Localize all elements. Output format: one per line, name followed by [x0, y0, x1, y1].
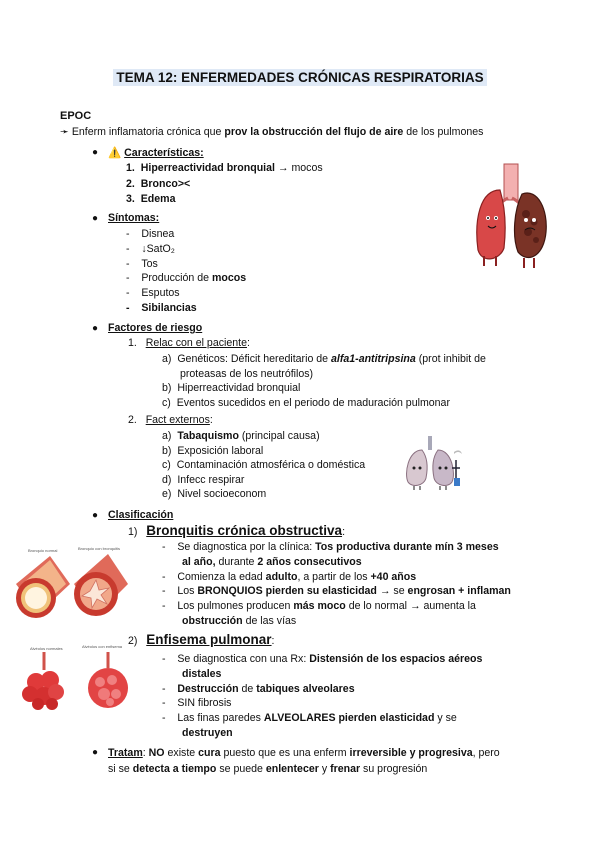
- list-item: - Destrucción de tabiques alveolares: [162, 682, 355, 695]
- factores-g1-list: [162, 352, 502, 410]
- list-item: - ↓SatO₂: [126, 242, 175, 255]
- enfisema-heading: 2) Enfisema pulmonar:: [128, 632, 275, 647]
- list-item: a) Genéticos: Déficit hereditario de alfa1-antitripsina (prot inhibit de: [162, 353, 486, 365]
- warning-icon: ⚠️: [108, 147, 122, 159]
- list-item: a) Tabaquismo (principal causa): [162, 430, 320, 442]
- bronquitis-heading: 1) Bronquitis crónica obstructiva:: [128, 523, 346, 538]
- sintomas-heading: Síntomas:: [108, 212, 160, 224]
- list-item: - Producción de mocos: [126, 272, 247, 285]
- list-item-cont: proteasas de los neutrófilos): [180, 367, 314, 380]
- list-item: - Disnea: [126, 228, 175, 240]
- list-item: c) Contaminación atmosférica o doméstica: [162, 459, 366, 472]
- list-item: e) Nivel socioeconom: [162, 488, 267, 501]
- page-title: TEMA 12: ENFERMEDADES CRÓNICAS RESPIRATORIAS: [0, 70, 600, 85]
- factores-heading: Factores de riesgo: [108, 322, 203, 334]
- alveoli-label-normal: Alvéolos normales: [30, 646, 63, 651]
- tratam-paragraph: Tratam: NO existe cura puesto que es una enferm irreversible y progresiva, pero si se detecta a tiempo se puede enlentecer y frenar su progresión: [108, 747, 500, 775]
- list-item-cont: obstrucción de las vías: [182, 614, 297, 627]
- sintomas-list: [126, 227, 246, 316]
- list-item: b) Hiperreactividad bronquial: [162, 382, 301, 394]
- bullet-icon: ●: [92, 323, 99, 334]
- enfisema-list: [162, 652, 482, 741]
- list-item: d) Infecc respirar: [162, 473, 245, 486]
- list-item: - Se diagnostica por la clínica: Tos productiva durante mín 3 meses: [162, 541, 499, 553]
- list-item-cont: distales: [182, 667, 222, 680]
- bullet-icon: ●: [92, 147, 99, 158]
- list-item: 2. Bronco><: [126, 178, 191, 190]
- alveoli-illustration: [14, 642, 134, 710]
- list-item: 1. Hiperreactividad bronquial → mocos: [126, 162, 323, 174]
- bullet-icon: ●: [92, 747, 99, 758]
- lungs-illustration: [470, 160, 552, 272]
- bronchi-illustration: [10, 544, 132, 628]
- list-item: - Se diagnostica con una Rx: Distensión de los espacios aéreos: [162, 653, 483, 665]
- list-item-cont: al año, durante 2 años consecutivos: [182, 555, 362, 568]
- list-item-cont: destruyen: [182, 726, 233, 739]
- smoking-lungs-illustration: [402, 434, 464, 490]
- bronchi-label-normal: Bronquio normal: [28, 548, 58, 553]
- factores-g2-list: [162, 429, 365, 502]
- list-item: - Comienza la edad adulto, a partir de los +40 años: [162, 570, 417, 583]
- clasificacion-heading: Clasificación: [108, 509, 174, 521]
- list-item: - SIN fibrosis: [162, 697, 232, 710]
- list-item: b) Exposición laboral: [162, 444, 264, 457]
- list-item: - Las finas paredes ALVEOLARES pierden elasticidad y se: [162, 712, 457, 725]
- list-item: c) Eventos sucedidos en el periodo de maduración pulmonar: [162, 396, 450, 409]
- bronquitis-list: [162, 540, 511, 629]
- factores-group-1: 1. Relac con el paciente:: [128, 337, 250, 349]
- arrow-icon: ➛: [60, 126, 69, 138]
- bullet-icon: ●: [92, 213, 99, 224]
- bronchi-label-bronquitis: Bronquio con bronquitis: [78, 546, 121, 551]
- epoc-intro: ➛ Enferm inflamatoria crónica que prov la obstrucción del flujo de aire de los pulmones: [60, 126, 484, 138]
- list-item: - Los pulmones producen más moco de lo normal → aumenta la: [162, 600, 476, 613]
- list-item: - Sibilancias: [126, 301, 197, 314]
- factores-group-2: 2. Fact externos:: [128, 414, 213, 426]
- list-item: - Tos: [126, 257, 158, 270]
- list-item: - Esputos: [126, 287, 180, 300]
- list-item: - Los BRONQUIOS pierden su elasticidad → se engrosan + inflaman: [162, 585, 511, 598]
- list-item: 3. Edema: [126, 193, 176, 205]
- caracteristicas-heading: ⚠️ Características:: [108, 147, 204, 159]
- bullet-icon: ●: [92, 510, 99, 521]
- epoc-heading: EPOC: [60, 110, 92, 122]
- alveoli-label-enfisema: Alvéolos con enfisema: [82, 644, 123, 649]
